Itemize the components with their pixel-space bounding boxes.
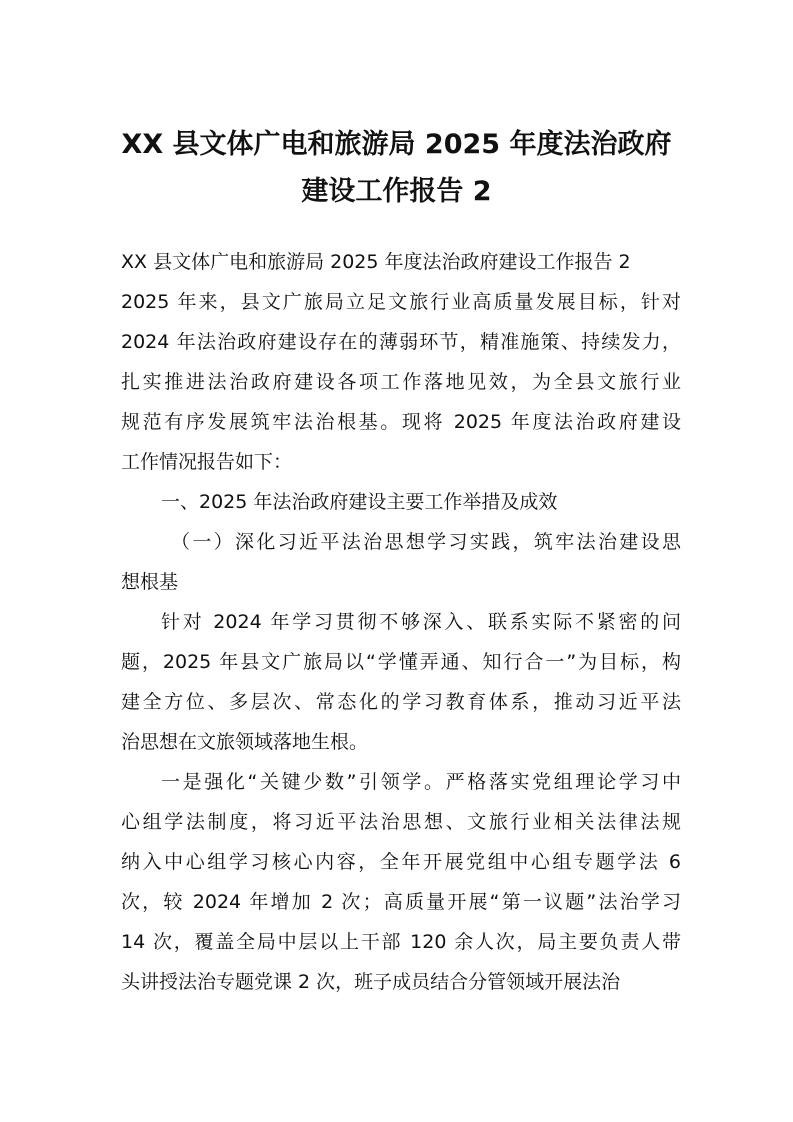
paragraph-line: 2025 年来，县文广旅局立足文旅行业高质量发展目标，针对 — [121, 291, 681, 313]
paragraph — [121, 522, 681, 602]
paragraph-line: 扎实推进法治政府建设各项工作落地见效，为全县文旅行业 — [121, 371, 681, 393]
paragraph-line: 建全方位、多层次、常态化的学习教育体系，推动习近平法 — [121, 691, 681, 713]
paragraph-line: 纳入中心组学习核心内容，全年开展党组中心组专题学法 6 — [121, 851, 681, 873]
title-line-2: 建设工作报告 2 — [301, 176, 492, 207]
paragraph-line: 题，2025 年县文广旅局以“学懂弄通、知行合一”为目标，构 — [121, 651, 681, 673]
document-body — [121, 242, 681, 1002]
paragraph — [121, 602, 681, 762]
paragraph — [121, 482, 681, 522]
title-line-1: XX 县文体广电和旅游局 2025 年度法治政府 — [121, 129, 672, 160]
paragraph — [121, 282, 681, 482]
paragraph — [121, 242, 681, 282]
paragraph-line: 2024 年法治政府建设存在的薄弱环节，精准施策、持续发力， — [121, 331, 681, 353]
paragraph-line: 治思想在文旅领域落地生根。 — [121, 731, 369, 753]
paragraph-line: 规范有序发展筑牢法治根基。现将 2025 年度法治政府建设 — [121, 411, 681, 433]
paragraph-line: 一是强化“关键少数”引领学。严格落实党组理论学习中 — [161, 771, 681, 793]
paragraph-line: （一）深化习近平法治思想学习实践，筑牢法治建设思 — [171, 531, 681, 553]
paragraph-line: 针对 2024 年学习贯彻不够深入、联系实际不紧密的问 — [161, 611, 681, 633]
paragraph-line: 次，较 2024 年增加 2 次；高质量开展“第一议题”法治学习 — [121, 891, 681, 913]
paragraph — [121, 762, 681, 1002]
document-title — [0, 121, 793, 215]
paragraph-line: 想根基 — [121, 571, 179, 593]
paragraph-line: 心组学法制度，将习近平法治思想、文旅行业相关法律法规 — [121, 811, 681, 833]
paragraph-line: 14 次，覆盖全局中层以上干部 120 余人次，局主要负责人带 — [121, 931, 681, 953]
paragraph-line: 工作情况报告如下： — [121, 451, 293, 473]
paragraph-line: XX 县文体广电和旅游局 2025 年度法治政府建设工作报告 2 — [121, 251, 631, 273]
paragraph-line: 一、2025 年法治政府建设主要工作举措及成效 — [161, 491, 558, 513]
paragraph-line: 头讲授法治专题党课 2 次，班子成员结合分管领域开展法治 — [121, 971, 621, 993]
